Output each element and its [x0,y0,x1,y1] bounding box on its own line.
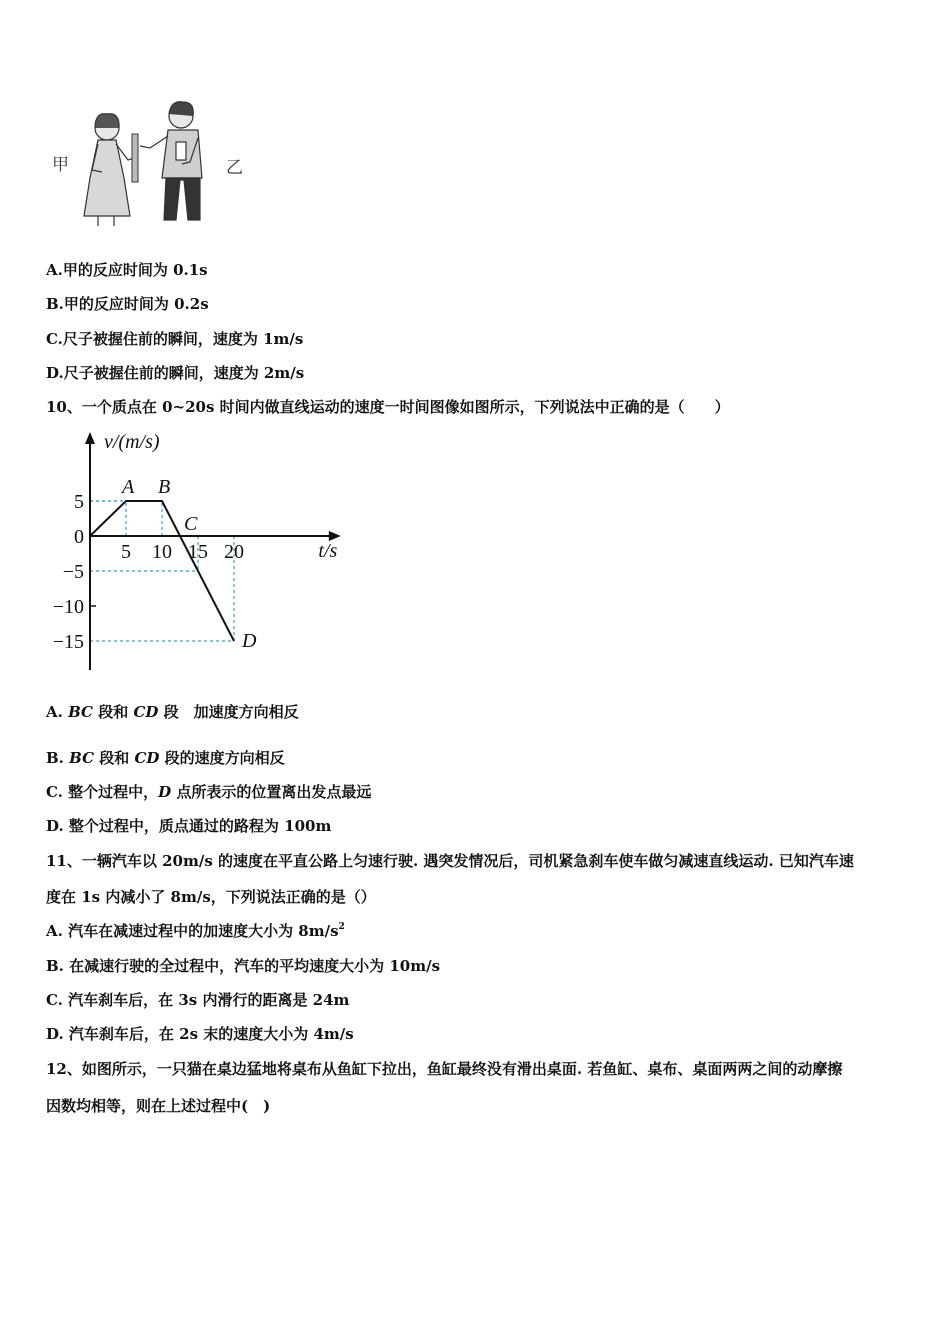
y-axis-label: v/(m/s) [104,431,160,453]
q9-option-c: C.尺子被握住前的瞬间，速度为 1m/s [46,330,304,348]
x-axis-label: t/s [318,540,338,562]
q11-stem-line1: 11、一辆汽车以 20m/s 的速度在平直公路上匀速行驶. 遇突发情况后，司机紧急刹车使车做匀减速直线运动. 已知汽车速 [46,852,854,870]
q9-option-a: A.甲的反应时间为 0.1s [46,261,208,279]
figure-label-jia: 甲 [52,155,69,175]
y-axis-arrow [85,432,95,444]
q10-stem: 10、一个质点在 0~20s 时间内做直线运动的速度一时间图像如图所示，下列说法中正确的是（ ） [46,398,730,416]
q12-stem-line2: 因数均相等，则在上述过程中( ) [46,1097,271,1115]
x-tick-label-20: 20 [224,541,244,563]
point-label-B: B [158,476,171,498]
q11-option-d: D. 汽车刹车后，在 2s 末的速度大小为 4m/s [46,1025,354,1043]
q11-option-a: A. 汽车在减速过程中的加速度大小为 $8m/s^2$ [46,922,345,940]
girl-figure [84,114,134,226]
boy-figure [140,102,202,220]
q9-option-b: B.甲的反应时间为 0.2s [46,295,209,313]
q9-option-d: D.尺子被握住前的瞬间，速度为 2m/s [46,364,305,382]
ruler-experiment-illustration [50,98,255,230]
ruler [132,134,138,182]
q10-option-d: D. 整个过程中，质点通过的路程为 100m [46,817,332,835]
y-tick-label-4: −15 [52,631,84,653]
x-tick-label-10: 10 [152,541,172,563]
y-tick-label-3: −10 [52,596,84,618]
velocity-time-chart [44,428,354,673]
y-tick-label-2: −5 [62,561,84,583]
y-tick-label-0: 5 [74,491,84,513]
q11-option-b: B. 在减速行驶的全过程中，汽车的平均速度大小为 10m/s [46,957,441,975]
x-tick-label-5: 5 [121,541,131,563]
point-label-A: A [122,476,135,498]
q12-stem-line1: 12、如图所示，一只猫在桌边猛地将桌布从鱼缸下拉出，鱼缸最终没有滑出桌面. 若鱼缸、桌布、桌面两两之间的动摩擦 [46,1060,843,1078]
q10-option-b: B. BC 段和 CD 段的速度方向相反 [46,749,285,767]
y-tick-label-1: 0 [74,526,84,548]
figure-label-yi: 乙 [226,158,243,178]
x-tick-label-15: 15 [188,541,208,563]
q11-option-c: C. 汽车刹车后，在 3s 内滑行的距离是 24m [46,991,350,1009]
q11-stem-line2: 度在 1s 内减小了 8m/s，下列说法正确的是（） [46,888,376,906]
point-label-C: C [184,513,198,535]
point-label-D: D [242,630,257,652]
q10-option-c: C. 整个过程中，D 点所表示的位置离出发点最远 [46,783,372,801]
q10-option-a: A. BC 段和 CD 段 加速度方向相反 [46,703,299,721]
